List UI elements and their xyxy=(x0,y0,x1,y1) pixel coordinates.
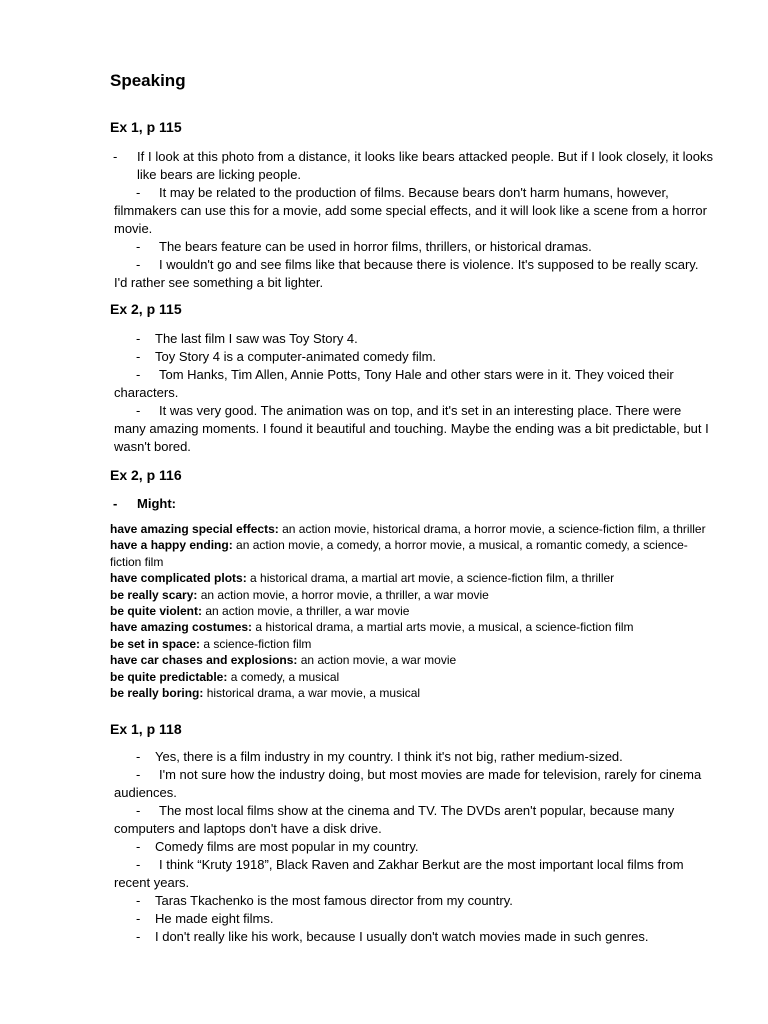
answer-text: If I look at this photo from a distance, it looks like bears attacked people. But if I look closely, it looks like bears are licking people. xyxy=(137,149,713,182)
answer-text: Yes, there is a film industry in my country. I think it's not big, rather medium-sized. xyxy=(155,749,623,764)
bullet-dash: - xyxy=(136,239,141,254)
genre-feature: be quite predictable: xyxy=(110,669,228,684)
bullet-dash: - xyxy=(136,839,141,854)
answer-item xyxy=(110,838,713,856)
section-ex1-p115-answers xyxy=(110,148,713,292)
bullet-dash: - xyxy=(136,349,141,364)
bullet-dash: - xyxy=(136,257,141,272)
answer-item xyxy=(110,184,713,238)
answer-item xyxy=(110,892,713,910)
answer-text: I'm not sure how the industry doing, but most movies are made for television, rarely for cinema audiences. xyxy=(114,767,702,800)
answer-text: I don't really like his work, because I usually don't watch movies made in such genres. xyxy=(155,929,649,944)
genre-row xyxy=(110,619,713,635)
answer-item xyxy=(110,928,713,946)
genre-values: a historical drama, a martial arts movie, a musical, a science-fiction film xyxy=(252,620,634,635)
genre-row xyxy=(110,669,713,685)
answer-text: Taras Tkachenko is the most famous director from my country. xyxy=(155,893,513,908)
genre-values: a historical drama, a martial art movie, a science-fiction film, a thriller xyxy=(246,571,615,586)
genre-feature: have car chases and explosions: xyxy=(110,653,298,668)
genre-feature: be quite violent: xyxy=(110,604,203,619)
answer-item xyxy=(110,856,713,892)
bullet-dash: - xyxy=(136,893,141,908)
bullet-dash: - xyxy=(136,185,141,200)
answer-item xyxy=(110,238,713,256)
genre-feature: have a happy ending: xyxy=(110,538,233,553)
genre-row xyxy=(110,636,713,652)
bullet-dash: - xyxy=(136,749,141,764)
answer-item xyxy=(110,766,713,802)
answer-text: He made eight films. xyxy=(155,911,274,926)
answer-item xyxy=(110,366,713,402)
genre-feature: have amazing costumes: xyxy=(110,620,253,635)
genre-values: historical drama, a war movie, a musical xyxy=(203,686,421,701)
section-heading-ex1-p115: Ex 1, p 115 xyxy=(110,119,182,135)
genre-row xyxy=(110,537,713,570)
section-ex1-p118-answers xyxy=(110,748,713,946)
page-title: Speaking xyxy=(110,71,186,90)
section-heading-ex1-p118: Ex 1, p 118 xyxy=(110,721,182,737)
genre-values: an action movie, a comedy, a horror movie, a musical, a romantic comedy, a science-fiction film xyxy=(110,538,688,569)
genre-row xyxy=(110,521,713,537)
answer-text: Comedy films are most popular in my country. xyxy=(155,839,419,854)
genre-values: an action movie, a horror movie, a thriller, a war movie xyxy=(197,587,489,602)
bullet-dash: - xyxy=(136,803,141,818)
answer-text: Toy Story 4 is a computer-animated comedy film. xyxy=(155,349,437,364)
might-label: Might: xyxy=(137,496,176,511)
section-heading-ex2-p116: Ex 2, p 116 xyxy=(110,467,182,483)
genre-row xyxy=(110,603,713,619)
genre-feature: be really scary: xyxy=(110,587,198,602)
genre-values: an action movie, a thriller, a war movie xyxy=(202,604,410,619)
answer-item xyxy=(110,256,713,292)
genre-row xyxy=(110,570,713,586)
bullet-dash: - xyxy=(136,929,141,944)
bullet-dash: - xyxy=(136,767,141,782)
bullet-dash: - xyxy=(136,367,141,382)
answer-text: The most local films show at the cinema and TV. The DVDs aren't popular, because many computers and laptops don't have a disk drive. xyxy=(114,803,675,836)
might-item xyxy=(110,495,713,513)
answer-item xyxy=(110,348,713,366)
answer-text: It was very good. The animation was on top, and it's set in an interesting place. There were many amazing moments. I found it beautiful and touching. Maybe the ending was a bit predictable, but I wasn't bored. xyxy=(114,403,709,454)
section-ex2-p115-answers xyxy=(110,330,713,456)
genre-row xyxy=(110,587,713,603)
bullet-dash: - xyxy=(113,149,118,164)
genre-values: an action movie, historical drama, a horror movie, a science-fiction film, a thriller xyxy=(278,522,706,536)
answer-item xyxy=(110,330,713,348)
genre-row xyxy=(110,652,713,668)
genre-row xyxy=(110,685,713,701)
genre-feature: be really boring: xyxy=(110,686,204,701)
bullet-dash: - xyxy=(136,403,141,418)
answer-item xyxy=(110,148,713,184)
genre-list xyxy=(110,521,713,701)
genre-feature: have amazing special effects: xyxy=(110,522,279,536)
answer-text: Tom Hanks, Tim Allen, Annie Potts, Tony Hale and other stars were in it. They voiced their characters. xyxy=(114,367,674,400)
genre-feature: be set in space: xyxy=(110,636,201,651)
answer-text: The last film I saw was Toy Story 4. xyxy=(155,331,358,346)
genre-feature: have complicated plots: xyxy=(110,571,247,586)
bullet-dash: - xyxy=(113,496,118,511)
genre-values: an action movie, a war movie xyxy=(297,653,457,668)
genre-values: a comedy, a musical xyxy=(227,669,340,684)
bullet-dash: - xyxy=(136,331,141,346)
bullet-dash: - xyxy=(136,911,141,926)
answer-item xyxy=(110,910,713,928)
answer-text: It may be related to the production of films. Because bears don't harm humans, however, filmmakers can use this for a movie, add some special effects, and it will look like a scene from a horror movie. xyxy=(114,185,707,236)
bullet-dash: - xyxy=(136,857,141,872)
answer-text: I wouldn't go and see films like that because there is violence. It's supposed to be really scary. I'd rather see something a bit lighter. xyxy=(114,257,699,290)
answer-item xyxy=(110,402,713,456)
answer-text: I think “Kruty 1918”, Black Raven and Zakhar Berkut are the most important local films from recent years. xyxy=(114,857,684,890)
answer-item xyxy=(110,748,713,766)
answer-item xyxy=(110,802,713,838)
might-label-item xyxy=(110,495,713,513)
answer-text: The bears feature can be used in horror films, thrillers, or historical dramas. xyxy=(159,239,592,254)
genre-values: a science-fiction film xyxy=(200,636,312,651)
section-heading-ex2-p115: Ex 2, p 115 xyxy=(110,301,182,317)
